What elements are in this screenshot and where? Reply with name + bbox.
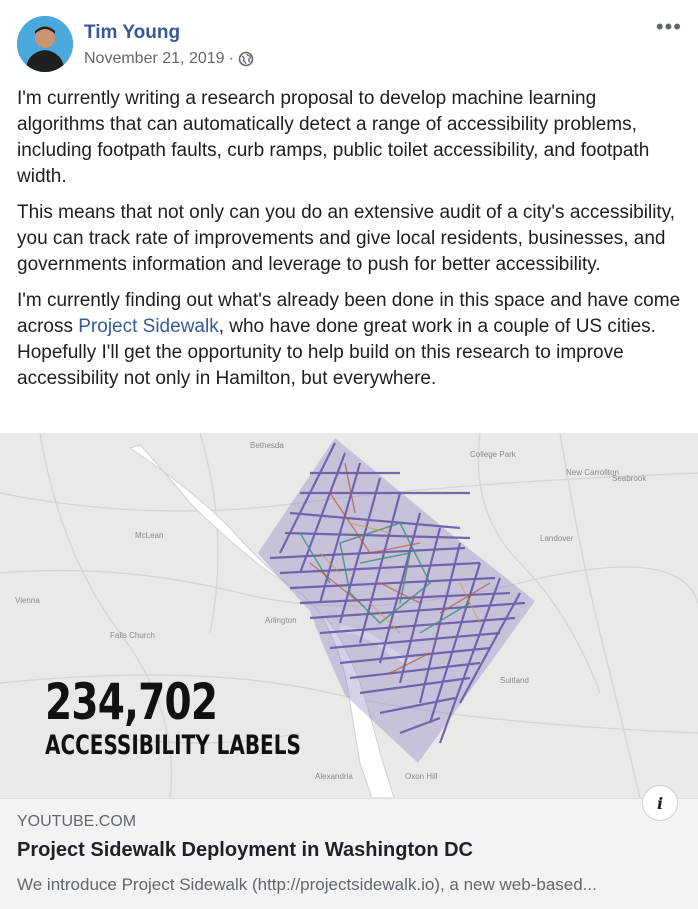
meta-separator: ·: [228, 50, 234, 67]
more-options-icon[interactable]: •••: [655, 14, 682, 39]
map-label-arlington: Arlington: [265, 616, 297, 625]
map-label-landover: Landover: [540, 534, 574, 543]
map-label-falls-church: Falls Church: [110, 631, 155, 640]
link-card[interactable]: [0, 793, 698, 909]
post-header: [17, 16, 682, 74]
post-paragraph-1: I'm currently writing a research proposal to develop machine learning algorithms that can automatically detect a range of accessibility problems, including footpath faults, curb ramps, public toilet accessibility, and footpath width.: [17, 88, 650, 187]
map-label-oxon-hill: Oxon Hill: [405, 772, 438, 781]
link-title[interactable]: Project Sidewalk Deployment in Washington DC: [17, 839, 473, 861]
map-label-college-park: College Park: [470, 450, 516, 459]
map-label-seabrook: Seabrook: [612, 474, 647, 483]
author-name[interactable]: Tim Young: [84, 22, 181, 43]
paragraph-3-text-b: , who have done great work in a couple of US cities. Hopefully I'll get the opportunity to help build on this research to improve accessibility not only in Hamilton, but everywhere.: [17, 316, 656, 389]
map-label-vienna: Vienna: [15, 596, 40, 605]
avatar[interactable]: [17, 16, 73, 72]
link-description: We introduce Project Sidewalk (http://projectsidewalk.io), a new web-based...: [17, 875, 597, 894]
labels-caption: ACCESSIBILITY LABELS: [45, 730, 301, 761]
map-label-alexandria: Alexandria: [315, 772, 353, 781]
post-meta: [84, 50, 254, 68]
info-icon[interactable]: i: [642, 785, 678, 821]
map-label-suitland: Suitland: [500, 676, 529, 685]
paragraph-3-text-a: I'm currently finding out what's already been done in this space and have come across: [17, 290, 681, 337]
link-preview-image[interactable]: [0, 433, 698, 798]
project-sidewalk-link[interactable]: Project Sidewalk: [78, 316, 219, 337]
globe-icon[interactable]: [238, 51, 254, 67]
post-paragraph-3: [17, 288, 682, 392]
map-label-new-carrollton: New Carrollton: [566, 468, 619, 477]
map-label-bethesda: Bethesda: [250, 441, 284, 450]
post-paragraph-2: This means that not only can you do an extensive audit of a city's accessibility, you can track rate of improvements and give local residents, businesses, and governments information and leverage to push for better accessibility.: [17, 202, 676, 275]
map-label-mclean: McLean: [135, 531, 164, 540]
post-body: [17, 86, 682, 402]
link-domain: YOUTUBE.COM: [17, 813, 137, 830]
labels-count: 234,702: [45, 673, 218, 731]
post-date[interactable]: November 21, 2019: [84, 50, 225, 67]
